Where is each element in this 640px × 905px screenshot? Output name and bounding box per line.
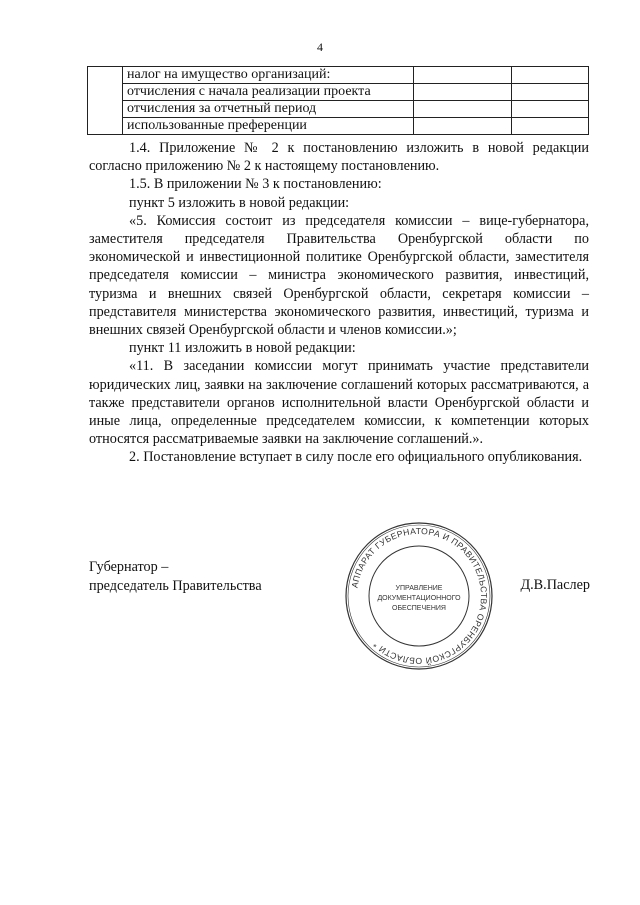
paragraph: 2. Постановление вступает в силу после его официального опубликования. — [129, 449, 583, 466]
signature-title — [89, 558, 262, 596]
stamp-inner-line: УПРАВЛЕНИЕ — [395, 585, 443, 592]
table-cell-label: отчисления с начала реализации проекта — [123, 84, 414, 101]
paragraph: 1.5. В приложении № 3 к постановлению: — [129, 176, 382, 193]
table-cell — [414, 118, 512, 135]
table-cell — [88, 118, 123, 135]
signature-title-line: Губернатор – — [89, 559, 169, 575]
stamp-inner-line: ДОКУМЕНТАЦИОННОГО — [377, 595, 461, 602]
paragraph: пункт 5 изложить в новой редакции: — [129, 194, 350, 211]
signature-title-line: председатель Правительства — [89, 578, 262, 594]
stamp-outer-text: АППАРАТ ГУБЕРНАТОРА И ПРАВИТЕЛЬСТВА ОРЕНБУРГСКОЙ ОБЛАСТИ * — [349, 525, 490, 667]
table — [87, 66, 589, 135]
table-cell-label: отчисления за отчетный период — [123, 101, 414, 118]
table-row — [88, 101, 589, 118]
table-cell — [88, 84, 123, 101]
paragraph: «11. В заседании комиссии могут принимать участие представители юридических лиц, заявки на заключение соглашений которых рассматриваются, а также представители органов исполнительной власти Оренбургской области и иные лица, определенные председателем комиссии, к компетенции которых относятся рассматриваемые заявки на заключение соглашений.». — [89, 358, 589, 448]
table-row — [88, 118, 589, 135]
table-cell — [414, 67, 512, 84]
table-cell — [512, 101, 589, 118]
official-stamp — [343, 520, 495, 672]
table-cell — [512, 118, 589, 135]
table-cell-label: налог на имущество организаций: — [123, 67, 414, 84]
table-cell — [88, 67, 123, 84]
table-cell — [414, 84, 512, 101]
table-row — [88, 67, 589, 84]
stamp-inner-line: ОБЕСПЕЧЕНИЯ — [392, 605, 446, 612]
paragraph: 1.4. Приложение № 2 к постановлению изложить в новой редакции согласно приложению № 2 к настоящему постановлению. — [89, 140, 589, 175]
table-cell — [414, 101, 512, 118]
paragraph: «5. Комиссия состоит из председателя комиссии – вице-губернатора, заместителя председателя Правительства Оренбургской области по экономической и инвестиционной политике Оренбургской области, заместителя председателя комиссии – министра экономического развития, инвестиций, туризма и внешних связей Оренбургской области, секретаря комиссии – представителя министерства экономического развития, инвестиций, туризма и внешних связей Оренбургской области и членов комиссии.»; — [89, 212, 589, 339]
document-body — [89, 139, 589, 467]
page-number: 4 — [317, 40, 323, 54]
table-cell — [512, 84, 589, 101]
table-cell — [512, 67, 589, 84]
signature-name: Д.В.Паслер — [520, 577, 590, 593]
paragraph: пункт 11 изложить в новой редакции: — [129, 340, 356, 357]
table-cell — [88, 101, 123, 118]
table-cell-label: использованные преференции — [123, 118, 414, 135]
table-row — [88, 84, 589, 101]
